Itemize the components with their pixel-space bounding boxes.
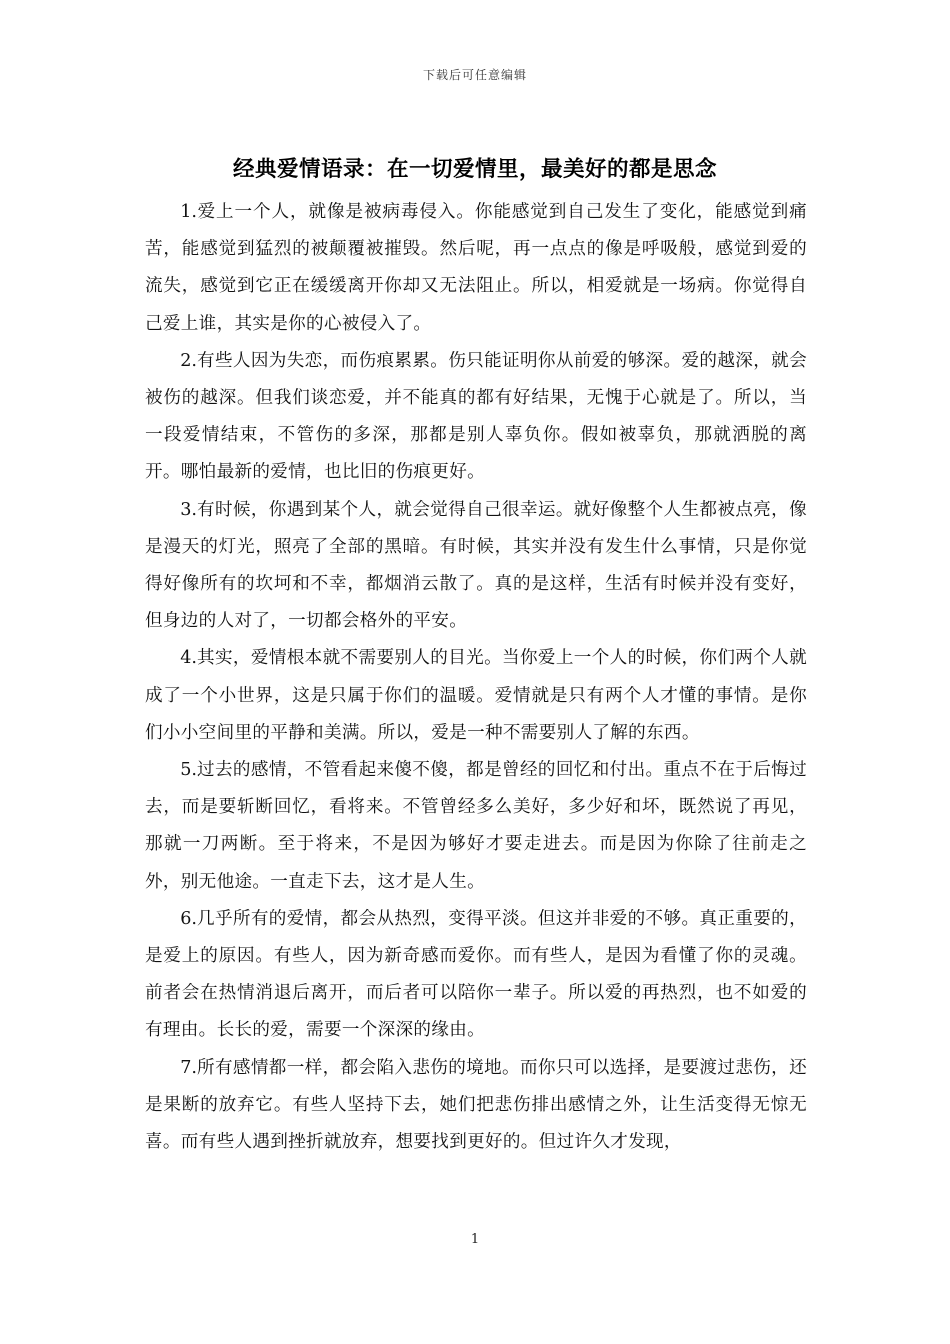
paragraph-text: 过去的感情，不管看起来傻不傻，都是曾经的回忆和付出。重点不在于后悔过去，而是要斩断回忆，看将来。不管曾经多么美好，多少好和坏，既然说了再见，那就一刀两断。至于将来，不是因为够好才要走进去。而是因为你除了往前走之外，别无他途。一直走下去，这才是人生。 [145,760,807,892]
paragraph-1 [145,194,807,343]
page-header-note: 下载后可任意编辑 [422,68,527,82]
paragraph-text: 几乎所有的爱情，都会从热烈，变得平淡。但这并非爱的不够。真正重要的，是爱上的原因。有些人，因为新奇感而爱你。而有些人，是因为看懂了你的灵魂。前者会在热情消退后离开，而后者可以陪你一辈子。所以爱的再热烈，也不如爱的有理由。长长的爱，需要一个深深的缘由。 [145,908,807,1041]
document-title: 经典爱情语录：在一切爱情里，最美好的都是思念 [232,157,717,182]
paragraph-number: 3. [180,499,197,520]
paragraph-text: 所有感情都一样，都会陷入悲伤的境地。而你只可以选择，是要渡过悲伤，还是果断的放弃它。有些人坚持下去，她们把悲伤排出感情之外，让生活变得无惊无喜。而有些人遇到挫折就放弃，想要找到更好的。但过许久才发现， [145,1057,807,1153]
document-body [145,194,807,1161]
paragraph-number: 6. [180,908,197,929]
paragraph-text: 有时候，你遇到某个人，就会觉得自己很幸运。就好像整个人生都被点亮，像是漫天的灯光，照亮了全部的黑暗。有时候，其实并没有发生什么事情，只是你觉得好像所有的坎坷和不幸，都烟消云散了。真的是这样，生活有时候并没有变好，但身边的人对了，一切都会格外的平安。 [145,499,807,632]
paragraph-number: 1. [180,202,197,222]
paragraph-number: 5. [180,760,197,781]
paragraph-number: 7. [180,1057,197,1078]
paragraph-3 [145,492,807,641]
paragraph-text: 有些人因为失恋，而伤痕累累。伤只能证明你从前爱的够深。爱的越深，就会被伤的越深。但我们谈恋爱，并不能真的都有好结果，无愧于心就是了。所以，当一段爱情结束，不管伤的多深，那都是别人辜负你。假如被辜负，那就洒脱的离开。哪怕最新的爱情，也比旧的伤痕更好。 [145,350,807,483]
paragraph-6 [145,901,807,1050]
paragraph-5 [145,752,807,901]
paragraph-number: 2. [180,350,197,371]
paragraph-text: 爱上一个人，就像是被病毒侵入。你能感觉到自己发生了变化，能感觉到痛苦，能感觉到猛烈的被颠覆被摧毁。然后呢，再一点点的像是呼吸般，感觉到爱的流失，感觉到它正在缓缓离开你却又无法阻止。所以，相爱就是一场病。你觉得自己爱上谁，其实是你的心被侵入了。 [145,202,807,334]
paragraph-2 [145,343,807,492]
paragraph-7 [145,1050,807,1162]
paragraph-text: 其实，爱情根本就不需要别人的目光。当你爱上一个人的时候，你们两个人就成了一个小世界，这是只属于你们的温暖。爱情就是只有两个人才懂的事情。是你们小小空间里的平静和美满。所以，爱是一种不需要别人了解的东西。 [145,648,807,743]
paragraph-4 [145,640,807,752]
page-number: 1 [470,1232,480,1247]
paragraph-number: 4. [180,648,197,669]
